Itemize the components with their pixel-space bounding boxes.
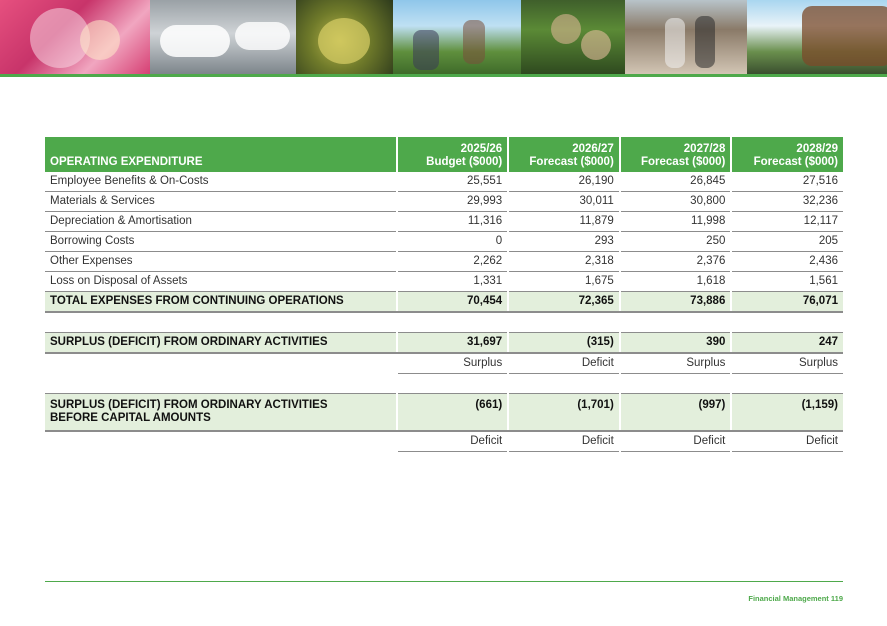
row-value: 1,561	[731, 272, 843, 292]
banner-divider	[0, 74, 887, 77]
total-value: 76,071	[731, 292, 843, 313]
surplus-value: 390	[620, 333, 732, 354]
table-row	[45, 232, 843, 252]
row-label: Other Expenses	[45, 252, 397, 272]
status-text: Surplus	[397, 353, 509, 374]
row-label: Loss on Disposal of Assets	[45, 272, 397, 292]
row-value: 0	[397, 232, 509, 252]
total-value: 70,454	[397, 292, 509, 313]
before-capital-value: (1,701)	[508, 394, 620, 432]
row-value: 32,236	[731, 192, 843, 212]
surplus-value: (315)	[508, 333, 620, 354]
column-header: 2026/27 Forecast ($000)	[508, 137, 620, 172]
total-value: 72,365	[508, 292, 620, 313]
footer-divider	[45, 581, 843, 582]
before-capital-value: (1,159)	[731, 394, 843, 432]
row-value: 1,331	[397, 272, 509, 292]
operating-expenditure-table	[45, 137, 843, 452]
table-row	[45, 252, 843, 272]
column-header: 2025/26 Budget ($000)	[397, 137, 509, 172]
row-value: 12,117	[731, 212, 843, 232]
status-text: Surplus	[731, 353, 843, 374]
spacer-row	[45, 374, 843, 394]
photo-building-exterior	[747, 0, 887, 74]
before-capital-status-row	[45, 431, 843, 452]
total-expenses-row	[45, 292, 843, 313]
status-text: Deficit	[508, 353, 620, 374]
row-value: 30,011	[508, 192, 620, 212]
photo-frog	[296, 0, 393, 74]
before-capital-label: SURPLUS (DEFICIT) FROM ORDINARY ACTIVITIES BEFORE CAPITAL AMOUNTS	[45, 394, 397, 432]
surplus-status-row	[45, 353, 843, 374]
surplus-value: 247	[731, 333, 843, 354]
total-value: 73,886	[620, 292, 732, 313]
status-text: Deficit	[731, 431, 843, 452]
column-header: 2027/28 Forecast ($000)	[620, 137, 732, 172]
surplus-row	[45, 333, 843, 354]
photo-family-park	[393, 0, 521, 74]
table-row	[45, 172, 843, 192]
row-value: 11,998	[620, 212, 732, 232]
row-value: 11,316	[397, 212, 509, 232]
photo-people-garden	[521, 0, 625, 74]
row-value: 205	[731, 232, 843, 252]
header-photo-banner	[0, 0, 887, 74]
table-row	[45, 192, 843, 212]
row-value: 1,618	[620, 272, 732, 292]
before-capital-value: (661)	[397, 394, 509, 432]
surplus-label: SURPLUS (DEFICIT) FROM ORDINARY ACTIVITIES	[45, 333, 397, 354]
status-text: Deficit	[620, 431, 732, 452]
row-value: 29,993	[397, 192, 509, 212]
table-row	[45, 272, 843, 292]
total-label: TOTAL EXPENSES FROM CONTINUING OPERATIONS	[45, 292, 397, 313]
table-heading: OPERATING EXPENDITURE	[45, 137, 397, 172]
row-value: 30,800	[620, 192, 732, 212]
status-text: Deficit	[508, 431, 620, 452]
column-header: 2028/29 Forecast ($000)	[731, 137, 843, 172]
row-label: Materials & Services	[45, 192, 397, 212]
row-value: 293	[508, 232, 620, 252]
row-value: 2,376	[620, 252, 732, 272]
row-value: 2,436	[731, 252, 843, 272]
row-label: Borrowing Costs	[45, 232, 397, 252]
table-row	[45, 212, 843, 232]
photo-street-walk	[625, 0, 747, 74]
row-value: 2,318	[508, 252, 620, 272]
row-value: 250	[620, 232, 732, 252]
row-value: 2,262	[397, 252, 509, 272]
row-value: 25,551	[397, 172, 509, 192]
row-value: 27,516	[731, 172, 843, 192]
surplus-before-capital-row	[45, 394, 843, 432]
before-capital-value: (997)	[620, 394, 732, 432]
photo-electric-cars	[150, 0, 296, 74]
spacer-row	[45, 312, 843, 333]
surplus-value: 31,697	[397, 333, 509, 354]
row-value: 1,675	[508, 272, 620, 292]
table-header-row	[45, 137, 843, 172]
photo-children-reading	[0, 0, 150, 74]
status-text: Surplus	[620, 353, 732, 374]
row-value: 26,845	[620, 172, 732, 192]
row-value: 11,879	[508, 212, 620, 232]
row-label: Depreciation & Amortisation	[45, 212, 397, 232]
page-footer: Financial Management 119	[748, 594, 843, 603]
status-text: Deficit	[397, 431, 509, 452]
row-value: 26,190	[508, 172, 620, 192]
row-label: Employee Benefits & On-Costs	[45, 172, 397, 192]
